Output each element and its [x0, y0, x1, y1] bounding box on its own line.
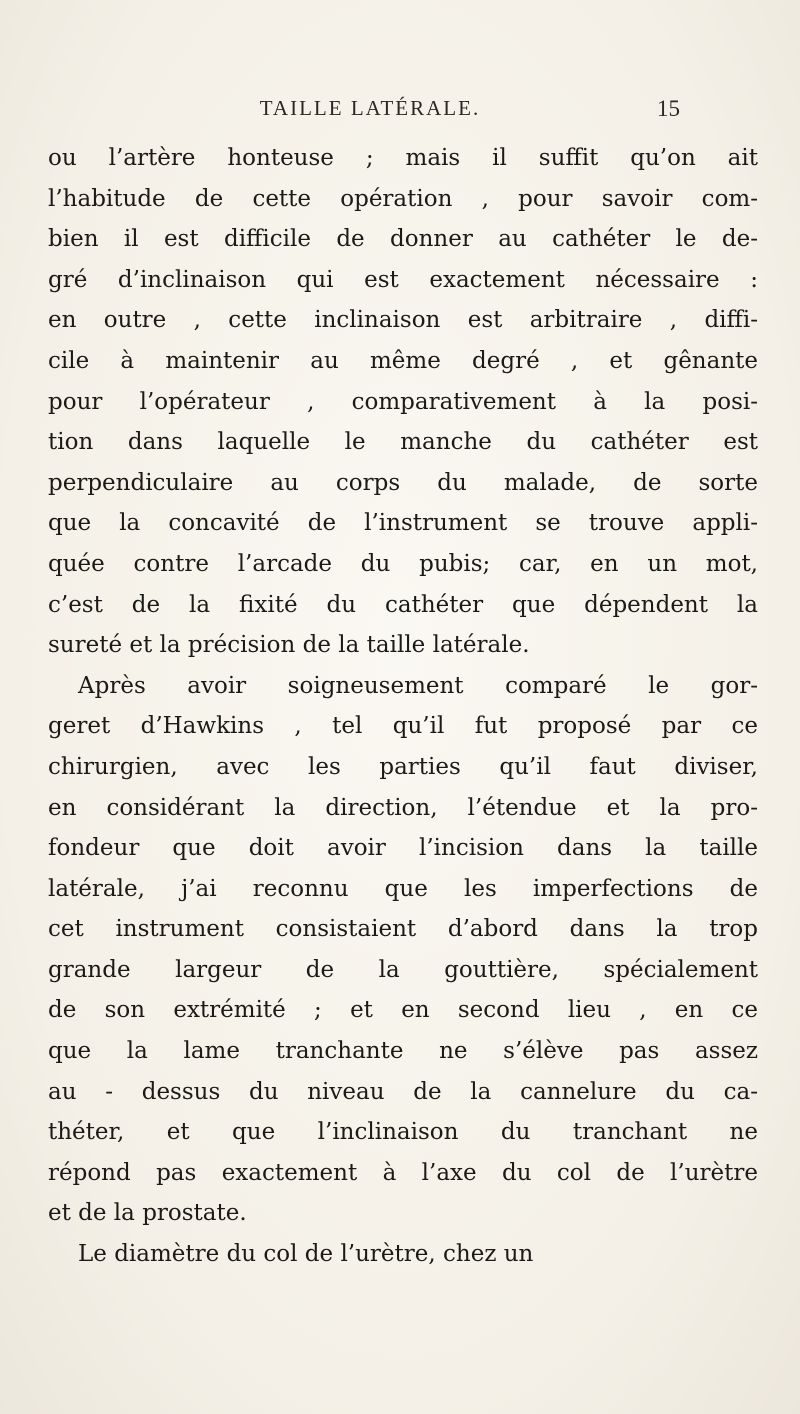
body-text	[48, 138, 758, 1275]
text-line: au - dessus du niveau de la cannelure du ca-	[48, 1078, 758, 1105]
text-line: l’habitude de cette opération , pour savoir com-	[48, 185, 758, 212]
text-line: latérale, j’ai reconnu que les imperfections de	[48, 875, 758, 902]
text-line: gré d’inclinaison qui est exactement nécessaire :	[48, 266, 758, 293]
text-line: pour l’opérateur , comparativement à la posi-	[48, 388, 758, 415]
text-line: fondeur que doit avoir l’incision dans la taille	[48, 835, 758, 862]
text-line: quée contre l’arcade du pubis; car, en un mot,	[48, 550, 758, 577]
text-line: geret d’Hawkins , tel qu’il fut proposé par ce	[48, 713, 758, 740]
text-line: Le diamètre du col de l’urètre, chez un	[78, 1241, 534, 1268]
text-line: en outre , cette inclinaison est arbitraire , diffi-	[48, 307, 758, 334]
text-line: sureté et la précision de la taille latérale.	[48, 632, 530, 659]
text-line: c’est de la fixité du cathéter que dépendent la	[48, 591, 758, 618]
text-line: de son extrémité ; et en second lieu , en ce	[48, 997, 758, 1024]
text-line: et de la prostate.	[48, 1200, 247, 1227]
text-line: que la concavité de l’instrument se trouve appli-	[48, 510, 758, 537]
text-line: bien il est difficile de donner au cathéter le de-	[48, 226, 758, 253]
text-line: perpendiculaire au corps du malade, de sorte	[48, 469, 758, 496]
text-line: cile à maintenir au même degré , et gênante	[48, 347, 758, 374]
text-line: Après avoir soigneusement comparé le gor-	[78, 672, 758, 699]
text-line: grande largeur de la gouttière, spécialement	[48, 956, 758, 983]
text-line: répond pas exactement à l’axe du col de l’urètre	[48, 1159, 758, 1186]
text-line: en considérant la direction, l’étendue et la pro-	[48, 794, 758, 821]
running-title: TAILLE LATÉRALE.	[259, 96, 481, 120]
running-header	[150, 96, 680, 130]
text-line: chirurgien, avec les parties qu’il faut diviser,	[48, 753, 758, 780]
text-line: cet instrument consistaient d’abord dans la trop	[48, 916, 758, 943]
page-number: 15	[657, 96, 680, 121]
text-line: tion dans laquelle le manche du cathéter est	[48, 429, 758, 456]
text-line: théter, et que l’inclinaison du tranchant ne	[48, 1119, 758, 1146]
text-line: ou l’artère honteuse ; mais il suffit qu’on ait	[48, 145, 758, 171]
text-line: que la lame tranchante ne s’élève pas assez	[48, 1038, 758, 1065]
